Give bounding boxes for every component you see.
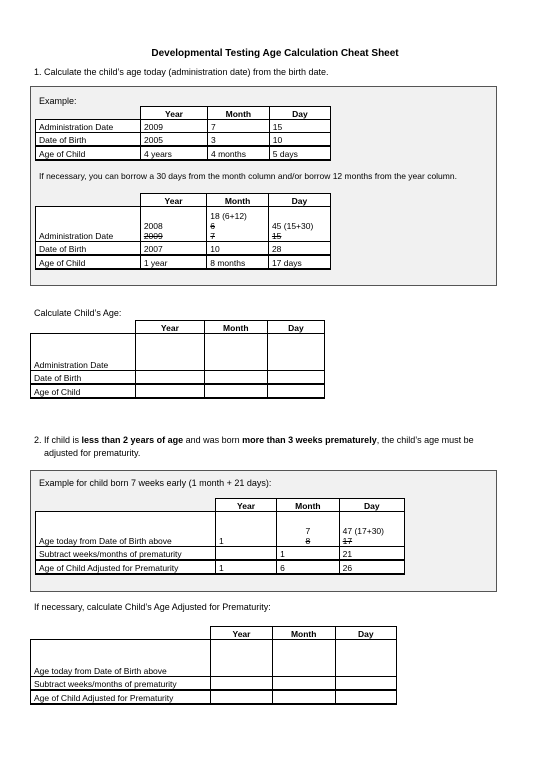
example-box-2: [30, 470, 497, 592]
cell: 10: [207, 242, 269, 256]
cell: [140, 207, 206, 242]
cell: 17 days: [268, 255, 330, 269]
input-cell[interactable]: [136, 371, 205, 385]
example-label: Example for child born 7 weeks early (1 month + 21 days):: [39, 478, 272, 488]
section2-heading: [34, 434, 494, 460]
input-cell[interactable]: [335, 640, 396, 677]
col-year: Year: [211, 627, 273, 640]
input-cell[interactable]: [272, 690, 335, 704]
col-day: Day: [268, 194, 330, 207]
example-table: [35, 106, 331, 161]
input-cell[interactable]: [272, 640, 335, 677]
calc-table-2: [30, 626, 397, 705]
cell: 2007: [140, 242, 206, 256]
cell: [207, 207, 269, 242]
heading-bold: more than 3 weeks prematurely: [242, 435, 377, 445]
cell-value: 47 (17+30): [342, 526, 384, 536]
col-day: Day: [335, 627, 396, 640]
row-label: Age today from Date of Birth above: [36, 512, 216, 547]
cell: 2009: [141, 120, 208, 133]
col-month: Month: [277, 499, 340, 512]
col-year: Year: [215, 499, 276, 512]
row-label: Date of Birth: [36, 242, 141, 256]
cell: 4 years: [141, 146, 208, 160]
col-day: Day: [339, 499, 404, 512]
borrow-note: If necessary, you can borrow a 30 days from the month column and/or borrow 12 months from the year column.: [39, 171, 457, 181]
cell: 26: [339, 560, 404, 574]
cell: 21: [339, 547, 404, 561]
col-day: Day: [269, 107, 330, 120]
cell: 5 days: [269, 146, 330, 160]
cell: [215, 547, 276, 561]
col-month: Month: [204, 321, 267, 334]
row-label: Administration Date: [31, 334, 136, 371]
cell: 1: [215, 512, 276, 547]
input-cell[interactable]: [211, 677, 273, 691]
heading-text: 2. If child is: [34, 435, 82, 445]
cell: 7: [208, 120, 270, 133]
row-label: Age of Child: [36, 255, 141, 269]
row-label: Date of Birth: [31, 371, 136, 385]
col-year: Year: [141, 107, 208, 120]
col-month: Month: [208, 107, 270, 120]
cell-value-struck: 17: [342, 536, 353, 546]
heading-text: and was born: [183, 435, 243, 445]
heading-text: adjusted for prematurity.: [44, 448, 141, 458]
cell-value: 18 (6+12): [210, 211, 247, 221]
cell-value: 7: [305, 526, 311, 536]
input-cell[interactable]: [211, 640, 273, 677]
row-label: Age of Child Adjusted for Prematurity: [31, 690, 211, 704]
row-label: Subtract weeks/months of prematurity: [36, 547, 216, 561]
cell: 28: [268, 242, 330, 256]
cell: 4 months: [208, 146, 270, 160]
col-month: Month: [207, 194, 269, 207]
input-cell[interactable]: [335, 690, 396, 704]
input-cell[interactable]: [136, 334, 205, 371]
input-cell[interactable]: [211, 690, 273, 704]
row-label: Administration Date: [36, 120, 141, 133]
cell: 6: [277, 560, 340, 574]
input-cell[interactable]: [272, 677, 335, 691]
input-cell[interactable]: [267, 334, 324, 371]
cell: [268, 207, 330, 242]
col-year: Year: [140, 194, 206, 207]
input-cell[interactable]: [335, 677, 396, 691]
row-label: Subtract weeks/months of prematurity: [31, 677, 211, 691]
calc-label-1: Calculate Child’s Age:: [34, 308, 122, 318]
cell-value-struck: 2009: [143, 231, 163, 241]
section1-heading: 1. Calculate the child’s age today (administration date) from the birth date.: [34, 67, 329, 77]
cell: [277, 512, 340, 547]
cell: 1: [277, 547, 340, 561]
cell-value-struck: 6: [210, 221, 215, 231]
cell: 8 months: [207, 255, 269, 269]
cell-value-struck: 15: [271, 231, 282, 241]
cell: [339, 512, 404, 547]
cell-value-struck: 8: [305, 536, 311, 546]
row-label: Age of Child Adjusted for Prematurity: [36, 560, 216, 574]
input-cell[interactable]: [204, 371, 267, 385]
heading-text: , the child’s age must be: [376, 435, 474, 445]
cell: 1 year: [140, 255, 206, 269]
row-label: Age of Child: [36, 146, 141, 160]
borrow-table: [35, 193, 331, 270]
example-box-1: [30, 86, 497, 286]
cell: 3: [208, 133, 270, 147]
row-label: Date of Birth: [36, 133, 141, 147]
calc-table-1: [30, 320, 325, 399]
input-cell[interactable]: [204, 384, 267, 398]
example-label: Example:: [39, 96, 77, 106]
page-title: Developmental Testing Age Calculation Cheat Sheet: [151, 48, 399, 59]
col-day: Day: [267, 321, 324, 334]
cell: 1: [215, 560, 276, 574]
calc-label-2: If necessary, calculate Child’s Age Adjusted for Prematurity:: [34, 602, 271, 612]
input-cell[interactable]: [136, 384, 205, 398]
cell: 10: [269, 133, 330, 147]
cell-value: 2008: [143, 221, 163, 231]
col-month: Month: [272, 627, 335, 640]
row-label: Administration Date: [36, 207, 141, 242]
input-cell[interactable]: [204, 334, 267, 371]
prematurity-example-table: [35, 498, 405, 575]
cell: 2005: [141, 133, 208, 147]
heading-bold: less than 2 years of age: [81, 435, 184, 445]
row-label: Age today from Date of Birth above: [31, 640, 211, 677]
cell-value: 45 (15+30): [271, 221, 314, 231]
input-cell[interactable]: [267, 371, 324, 385]
input-cell[interactable]: [267, 384, 324, 398]
col-year: Year: [136, 321, 205, 334]
cell-value-struck: 7: [210, 231, 215, 241]
row-label: Age of Child: [31, 384, 136, 398]
cell: 15: [269, 120, 330, 133]
